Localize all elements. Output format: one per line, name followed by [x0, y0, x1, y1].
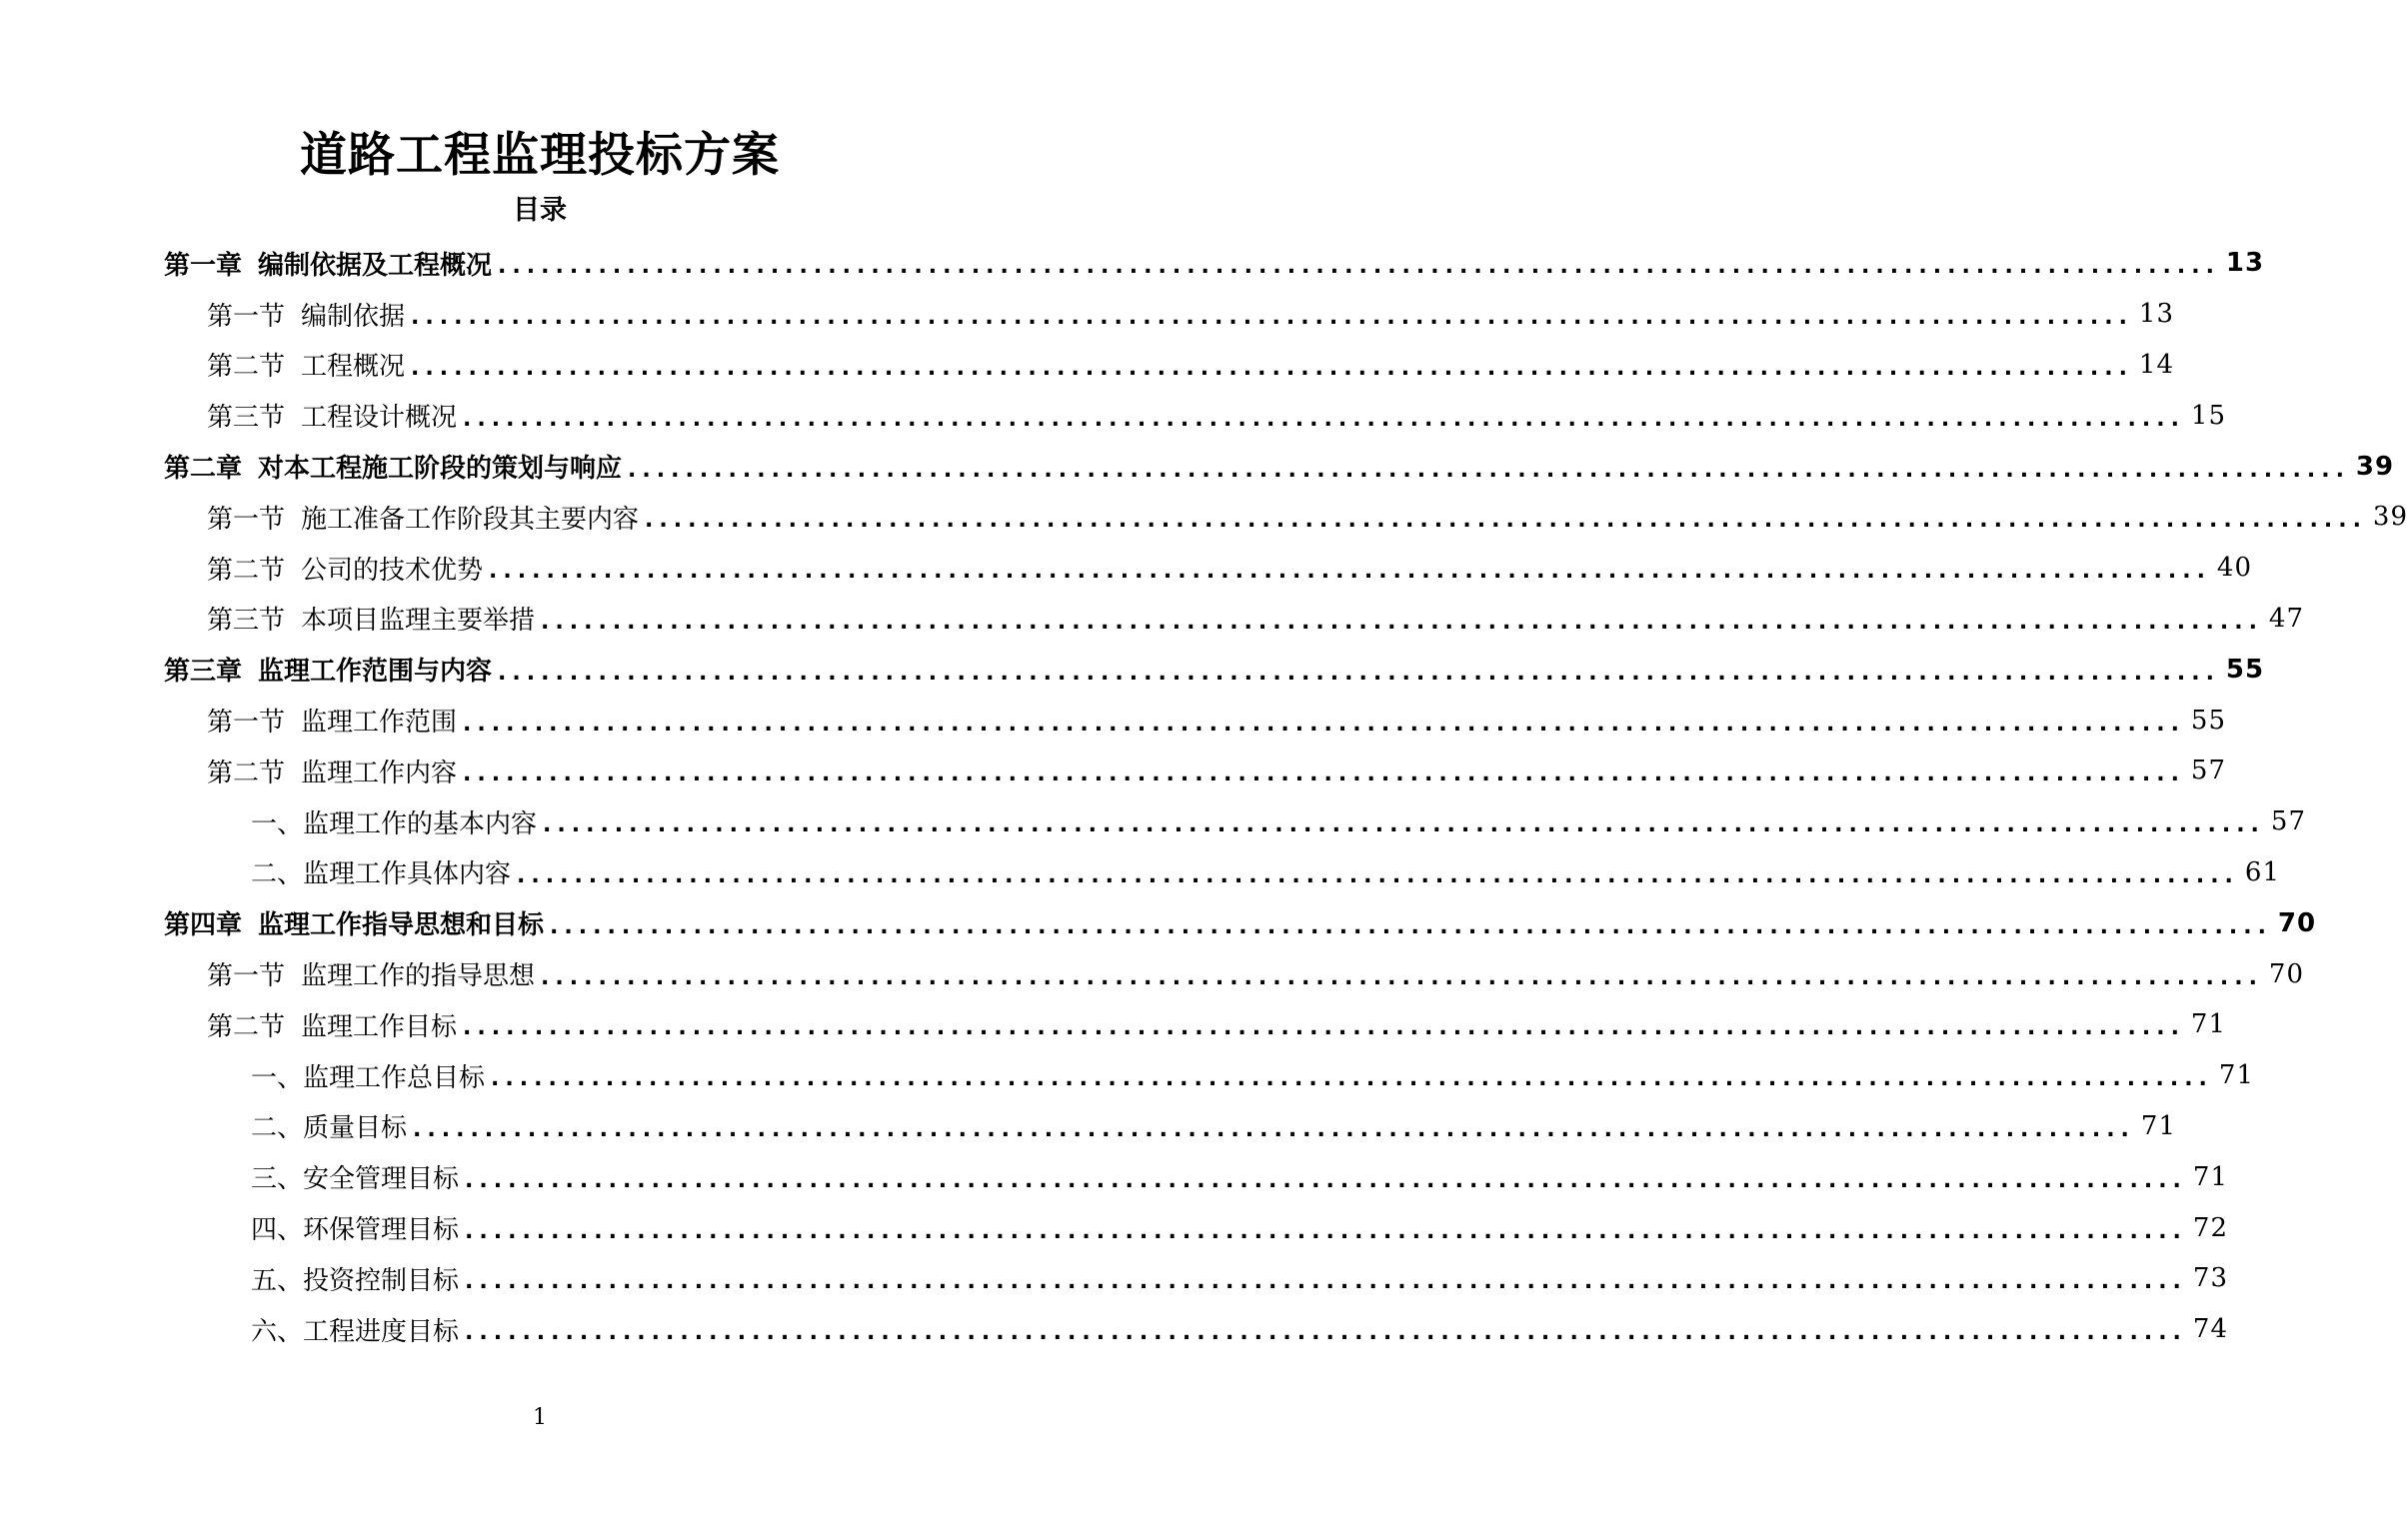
table-of-contents	[0, 238, 2408, 1355]
toc-entry-prefix: 第二节	[207, 1011, 286, 1042]
toc-entry-label	[207, 702, 457, 739]
toc-dot-leader: ........................................................................................................................	[463, 711, 2185, 737]
toc-dot-leader: ........................................................................................................................	[413, 1116, 2135, 1142]
toc-entry-label	[251, 1158, 459, 1195]
toc-entry-page: 39	[2372, 502, 2408, 533]
toc-entry-prefix: 第一节	[207, 301, 286, 332]
toc-entry-text: 编制依据	[301, 301, 406, 332]
toc-entry-page: 71	[2190, 1009, 2227, 1040]
toc-entry[interactable]	[0, 796, 2306, 847]
toc-entry-text: 监理工作目标	[301, 1011, 458, 1042]
toc-entry-text: 对本工程施工阶段的策划与响应	[258, 454, 623, 485]
toc-entry-text: 本项目监理主要举措	[301, 606, 536, 637]
toc-entry-text: 监理工作指导思想和目标	[258, 910, 545, 941]
document-title: 道路工程监理投标方案	[300, 128, 780, 183]
toc-entry[interactable]	[0, 999, 2227, 1050]
toc-entry-label	[164, 651, 492, 688]
toc-dot-leader: ........................................................................................................................	[628, 457, 2350, 483]
toc-entry[interactable]	[0, 543, 2253, 594]
toc-entry-label	[164, 448, 622, 485]
toc-entry[interactable]	[0, 897, 2317, 948]
toc-dot-leader: ........................................................................................................................	[411, 355, 2133, 381]
toc-entry-prefix: 第一节	[207, 961, 286, 992]
toc-entry[interactable]	[0, 847, 2280, 898]
toc-entry-page: 57	[2270, 806, 2306, 837]
toc-dot-leader: ........................................................................................................................	[463, 1015, 2185, 1041]
toc-entry[interactable]	[0, 492, 2408, 543]
toc-entry-prefix: 第一节	[207, 708, 286, 739]
toc-entry-text: 工程设计概况	[301, 403, 458, 434]
toc-entry-text: 监理工作范围与内容	[258, 657, 493, 688]
toc-entry-prefix: 第一节	[207, 504, 286, 535]
toc-entry-page: 13	[2138, 299, 2175, 330]
toc-entry[interactable]	[0, 238, 2265, 289]
toc-entry-text: 监理工作范围	[301, 708, 458, 739]
toc-entry-label	[251, 1107, 407, 1144]
toc-entry[interactable]	[0, 695, 2227, 746]
toc-dot-leader: ........................................................................................................................	[550, 913, 2272, 939]
toc-dot-leader: ........................................................................................................................	[645, 508, 2367, 534]
toc-entry-prefix: 第三章	[164, 657, 243, 688]
toc-entry-page: 72	[2192, 1212, 2228, 1243]
toc-entry-page: 55	[2225, 654, 2265, 685]
toc-dot-leader: ........................................................................................................................	[465, 1269, 2187, 1295]
toc-entry-page: 40	[2216, 553, 2253, 584]
toc-entry-text: 二、监理工作具体内容	[251, 859, 512, 890]
toc-entry-text: 一、监理工作总目标	[251, 1062, 486, 1093]
toc-entry-label	[207, 955, 535, 992]
toc-entry[interactable]	[0, 948, 2305, 999]
page-number: 1	[533, 1405, 547, 1430]
toc-entry-text: 监理工作的指导思想	[301, 961, 536, 992]
toc-entry-text: 监理工作内容	[301, 758, 458, 788]
toc-entry-page: 70	[2268, 958, 2305, 989]
toc-entry-page: 55	[2190, 705, 2227, 736]
toc-entry[interactable]	[0, 1151, 2228, 1202]
toc-entry-page: 13	[2225, 248, 2265, 279]
toc-entry-text: 施工准备工作阶段其主要内容	[301, 504, 640, 535]
toc-entry[interactable]	[0, 289, 2175, 340]
toc-entry-text: 编制依据及工程概况	[258, 250, 493, 281]
toc-dot-leader: ........................................................................................................................	[498, 660, 2220, 686]
toc-entry-prefix: 第三节	[207, 403, 286, 434]
toc-entry[interactable]	[0, 1050, 2254, 1101]
toc-dot-leader: ........................................................................................................................	[498, 254, 2220, 280]
toc-heading: 目录	[513, 195, 567, 226]
toc-entry-label	[251, 853, 511, 890]
toc-entry-label	[207, 550, 483, 587]
toc-entry-text: 工程概况	[301, 352, 406, 383]
toc-entry-label	[207, 600, 535, 637]
toc-entry-label	[251, 1260, 459, 1297]
toc-entry-text: 四、环保管理目标	[251, 1215, 460, 1246]
toc-entry-label	[251, 1057, 485, 1094]
toc-entry-prefix: 第二节	[207, 555, 286, 586]
toc-entry-page: 71	[2192, 1161, 2228, 1192]
toc-entry-label	[164, 904, 544, 941]
toc-entry-prefix: 第一章	[164, 250, 243, 281]
toc-dot-leader: ........................................................................................................................	[411, 305, 2133, 331]
toc-entry[interactable]	[0, 644, 2265, 695]
toc-entry-text: 五、投资控制目标	[251, 1265, 460, 1296]
toc-entry-prefix: 第二节	[207, 352, 286, 383]
toc-entry-page: 74	[2192, 1314, 2228, 1345]
toc-dot-leader: ........................................................................................................................	[465, 1218, 2187, 1244]
toc-entry-prefix: 第二章	[164, 454, 243, 485]
toc-entry-text: 二、质量目标	[251, 1113, 408, 1144]
toc-entry[interactable]	[0, 1304, 2228, 1355]
toc-entry[interactable]	[0, 1253, 2228, 1304]
toc-entry[interactable]	[0, 1101, 2176, 1152]
toc-entry-label	[164, 245, 492, 282]
toc-entry-page: 15	[2190, 400, 2227, 431]
toc-dot-leader: ........................................................................................................................	[541, 964, 2263, 990]
toc-dot-leader: ........................................................................................................................	[543, 812, 2265, 838]
toc-entry-text: 三、安全管理目标	[251, 1164, 460, 1195]
toc-entry-page: 14	[2138, 349, 2175, 380]
toc-dot-leader: ........................................................................................................................	[463, 406, 2185, 432]
toc-entry-page: 39	[2355, 451, 2395, 482]
toc-entry-page: 71	[2218, 1060, 2254, 1091]
toc-entry-page: 73	[2192, 1263, 2228, 1294]
toc-entry-text: 六、工程进度目标	[251, 1316, 460, 1347]
toc-entry-page: 47	[2268, 603, 2305, 634]
toc-entry-label	[207, 296, 405, 333]
toc-entry[interactable]	[0, 390, 2227, 441]
toc-entry-label	[207, 346, 405, 383]
toc-entry-label	[207, 1006, 457, 1043]
toc-entry-label	[251, 1209, 459, 1246]
toc-dot-leader: ........................................................................................................................	[489, 559, 2211, 585]
toc-dot-leader: ........................................................................................................................	[465, 1167, 2187, 1193]
toc-entry-text: 一、监理工作的基本内容	[251, 808, 538, 839]
toc-entry-page: 57	[2190, 756, 2227, 786]
toc-entry-label	[251, 803, 537, 840]
toc-entry[interactable]	[0, 746, 2227, 796]
toc-entry-label	[207, 499, 639, 536]
toc-entry-page: 71	[2140, 1110, 2176, 1141]
toc-entry-label	[251, 1311, 459, 1348]
toc-entry-prefix: 第四章	[164, 910, 243, 941]
toc-entry[interactable]	[0, 1202, 2228, 1253]
toc-entry-label	[207, 753, 457, 789]
toc-dot-leader: ........................................................................................................................	[463, 762, 2185, 787]
toc-entry-text: 公司的技术优势	[301, 555, 484, 586]
toc-dot-leader: ........................................................................................................................	[491, 1066, 2213, 1092]
toc-dot-leader: ........................................................................................................................	[517, 862, 2239, 888]
toc-entry-page: 61	[2244, 856, 2280, 887]
toc-dot-leader: ........................................................................................................................	[465, 1320, 2187, 1346]
toc-entry[interactable]	[0, 340, 2175, 391]
toc-entry[interactable]	[0, 441, 2395, 492]
toc-entry-prefix: 第三节	[207, 606, 286, 637]
toc-dot-leader: ........................................................................................................................	[541, 609, 2263, 635]
toc-entry[interactable]	[0, 594, 2305, 645]
toc-entry-label	[207, 397, 457, 434]
toc-entry-page: 70	[2277, 907, 2317, 938]
toc-entry-prefix: 第二节	[207, 758, 286, 788]
